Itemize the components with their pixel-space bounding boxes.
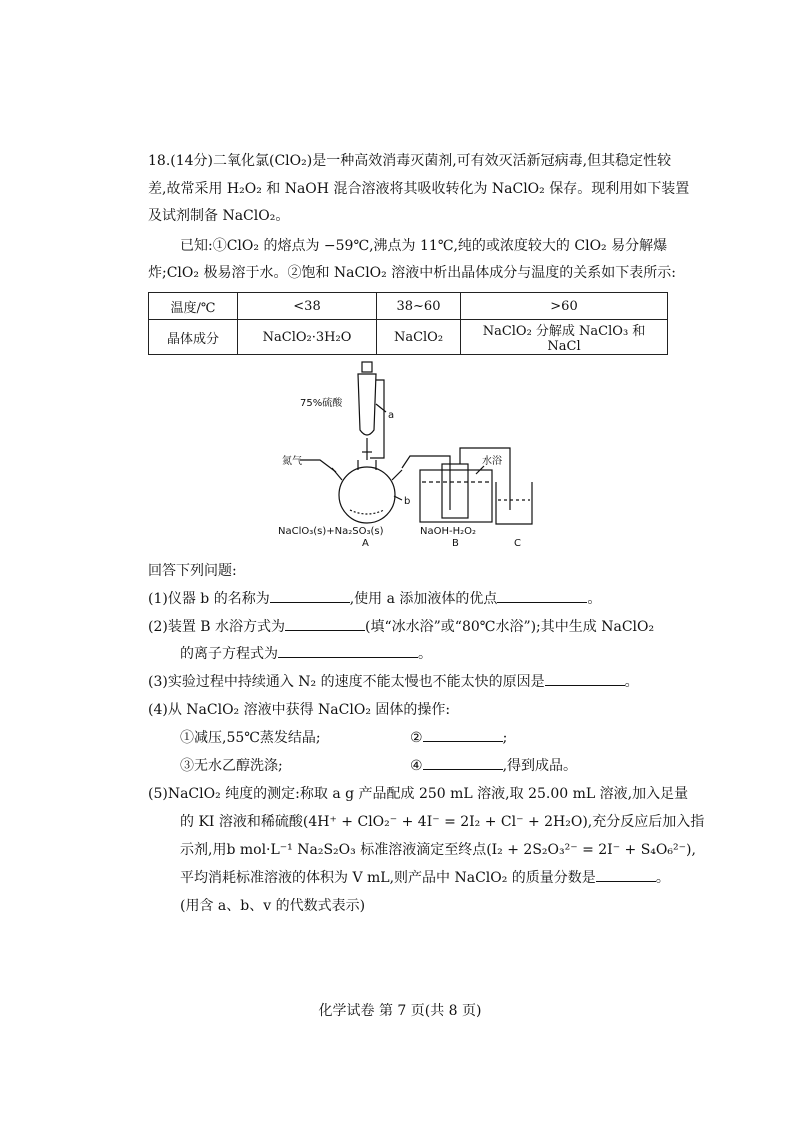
q2-text: (2)装置 B 水浴方式为 bbox=[148, 619, 286, 635]
a-label: a bbox=[388, 410, 395, 421]
answer-blank[interactable] bbox=[270, 588, 350, 603]
dropping-funnel-a bbox=[358, 374, 376, 435]
q4-step2-num: ② bbox=[410, 730, 423, 746]
question-2 bbox=[148, 616, 654, 638]
q2-equation-text: 的离子方程式为 bbox=[180, 646, 278, 662]
q4-step4-num: ④ bbox=[410, 758, 423, 774]
table-row bbox=[149, 320, 668, 355]
table-cell: >60 bbox=[461, 293, 668, 320]
crystal-table bbox=[148, 292, 668, 355]
table-cell: NaClO₂ 分解成 NaClO₃ 和 NaCl bbox=[461, 320, 668, 355]
reagent-a-label: NaClO₃(s)+Na₂SO₃(s) bbox=[278, 526, 384, 537]
n2-label: 氮气 bbox=[282, 456, 302, 467]
question-2-cont bbox=[180, 643, 432, 665]
apparatus-a-label: A bbox=[362, 538, 369, 549]
q4-step-4 bbox=[410, 755, 577, 777]
page-footer: 化学试卷 第 7 页(共 8 页) bbox=[318, 1003, 482, 1019]
q5-note: (用含 a、b、v 的代数式表示) bbox=[180, 898, 366, 914]
intro-line-1: 18.(14分)二氧化氯(ClO₂)是一种高效消毒灭菌剂,可有效灭活新冠病毒,但其稳定性较 bbox=[148, 153, 672, 169]
prompt: 回答下列问题: bbox=[148, 563, 237, 579]
n2-inlet-tube bbox=[300, 460, 336, 472]
apparatus-c-label: C bbox=[514, 538, 521, 549]
intro-line-2: 差,故常采用 H₂O₂ 和 NaOH 混合溶液将其吸收转化为 NaClO₂ 保存。现利用如下装置 bbox=[148, 181, 690, 197]
intro-line-3: 及试剂制备 NaClO₂。 bbox=[148, 208, 290, 224]
stopper bbox=[362, 362, 372, 372]
table-cell: 38~60 bbox=[377, 293, 461, 320]
b-label: b bbox=[404, 496, 411, 507]
q3-text: (3)实验过程中持续通入 N₂ 的速度不能太慢也不能太快的原因是 bbox=[148, 674, 545, 690]
q4-step4-end: ,得到成品。 bbox=[502, 758, 578, 774]
question-1 bbox=[148, 588, 601, 610]
table-cell: NaClO₂·3H₂O bbox=[238, 320, 377, 355]
q4-step-1: ①减压,55℃蒸发结晶; bbox=[180, 730, 321, 746]
q1-text: (1)仪器 b 的名称为 bbox=[148, 591, 270, 607]
answer-blank[interactable] bbox=[423, 755, 503, 770]
q5-line-2: 的 KI 溶液和稀硫酸(4H⁺ + ClO₂⁻ + 4I⁻ = 2I₂ + Cl⁻ + 2H₂O),充分反应后加入指 bbox=[180, 814, 705, 830]
table-cell: NaClO₂ bbox=[377, 320, 461, 355]
table-cell: 温度/℃ bbox=[149, 293, 238, 320]
answer-blank[interactable] bbox=[596, 867, 656, 882]
q5-line-1: (5)NaClO₂ 纯度的测定:称取 a g 产品配成 250 mL 溶液,取 25.00 mL 溶液,加入足量 bbox=[148, 786, 689, 802]
known-line-1: 已知:①ClO₂ 的熔点为 −59℃,沸点为 11℃,纯的或浓度较大的 ClO₂ 易分解爆 bbox=[180, 238, 668, 254]
q5-line-4 bbox=[180, 867, 670, 889]
absorption-tube-b bbox=[442, 464, 468, 518]
table-cell: <38 bbox=[238, 293, 377, 320]
beaker-c bbox=[496, 482, 532, 524]
q4-step-2 bbox=[410, 727, 507, 749]
q1-mid-text: ,使用 a 添加液体的优点 bbox=[349, 591, 498, 607]
bath-label: 水浴 bbox=[482, 456, 502, 467]
q5-line-3: 示剂,用b mol·L⁻¹ Na₂S₂O₃ 标准溶液滴定至终点(I₂ + 2S₂O₃²⁻ = 2I⁻ + S₄O₆²⁻), bbox=[180, 842, 696, 858]
q1-end: 。 bbox=[587, 591, 602, 607]
q5-end: 。 bbox=[655, 870, 670, 886]
question-3 bbox=[148, 671, 639, 693]
q4-step-3: ③无水乙醇洗涤; bbox=[180, 758, 283, 774]
question-4: (4)从 NaClO₂ 溶液中获得 NaClO₂ 固体的操作: bbox=[148, 702, 451, 718]
apparatus-b-label: B bbox=[452, 538, 459, 549]
table-cell: 晶体成分 bbox=[149, 320, 238, 355]
reagent-b-label: NaOH-H₂O₂ bbox=[420, 526, 477, 537]
q2-end: 。 bbox=[418, 646, 432, 662]
table-row bbox=[149, 293, 668, 320]
known-line-2: 炸;ClO₂ 极易溶于水。②饱和 NaClO₂ 溶液中析出晶体成分与温度的关系如下表所示: bbox=[148, 265, 676, 281]
q3-end: 。 bbox=[624, 674, 639, 690]
q4-step2-end: ; bbox=[502, 730, 508, 746]
apparatus-diagram bbox=[270, 360, 560, 550]
balance-tube bbox=[370, 380, 384, 458]
q2-note: (填“冰水浴”或“80℃水浴”);其中生成 NaClO₂ bbox=[365, 619, 655, 635]
acid-label: 75%硫酸 bbox=[300, 398, 343, 409]
water-bath-beaker bbox=[420, 470, 492, 522]
answer-blank[interactable] bbox=[497, 588, 587, 603]
q5-last-text: 平均消耗标准溶液的体积为 V mL,则产品中 NaClO₂ 的质量分数是 bbox=[180, 870, 596, 886]
answer-blank[interactable] bbox=[545, 671, 625, 686]
answer-blank[interactable] bbox=[285, 616, 365, 631]
answer-blank[interactable] bbox=[278, 643, 418, 658]
answer-blank[interactable] bbox=[423, 727, 503, 742]
